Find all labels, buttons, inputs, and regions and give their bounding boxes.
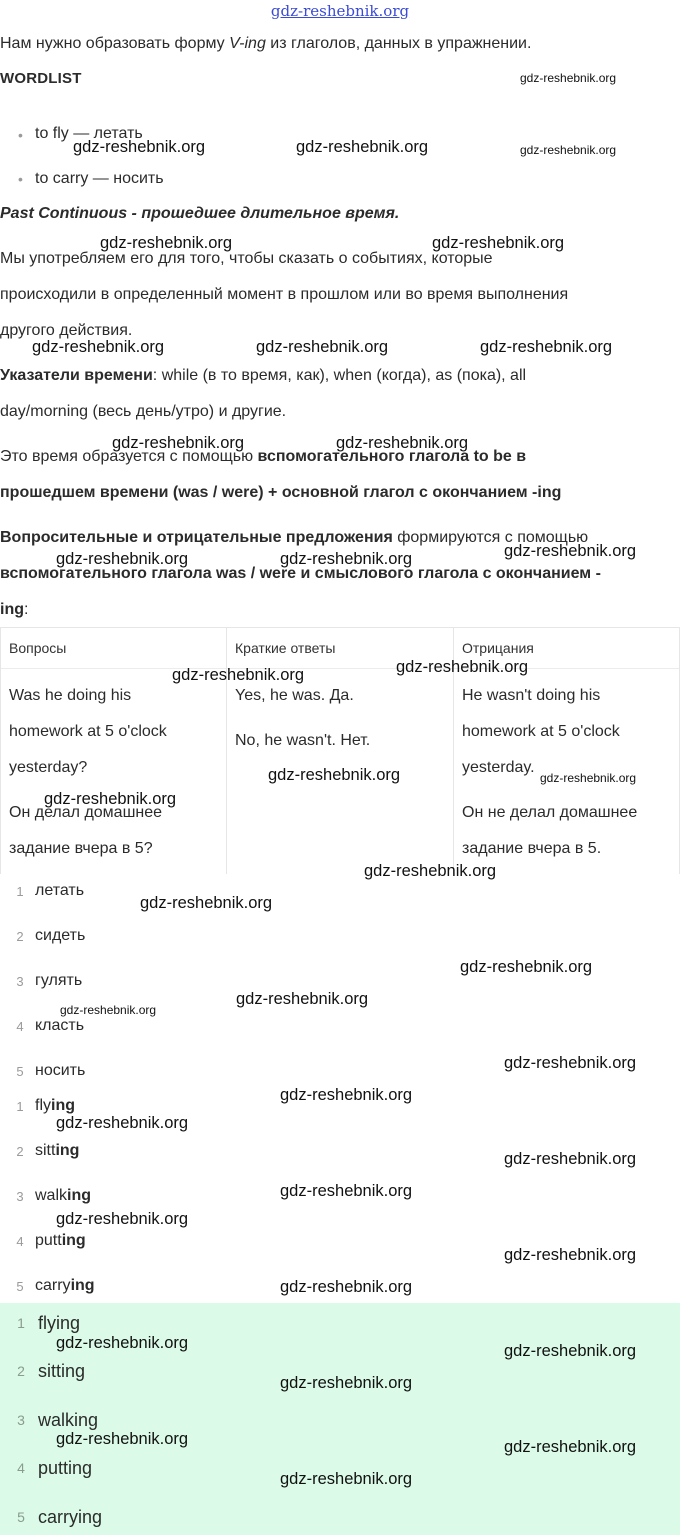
answer-number: 4: [17, 1460, 25, 1476]
markers-text: : while (в то время, как), when (когда), as (пока), all: [152, 367, 527, 384]
list-number: 2: [16, 1144, 24, 1159]
list-number: 3: [16, 1189, 24, 1204]
suffix: ing: [61, 1232, 86, 1249]
watermark: gdz-reshebnik.org: [280, 550, 413, 568]
grammar-table: [0, 627, 680, 874]
bullet-icon: •: [18, 171, 23, 187]
watermark: gdz-reshebnik.org: [280, 1374, 413, 1392]
markers-line: [0, 367, 526, 385]
table-cell: yesterday?: [9, 759, 88, 776]
stem: putt: [35, 1232, 62, 1249]
table-header-questions: Вопросы: [9, 640, 67, 656]
answer-item: walking: [38, 1410, 99, 1430]
suffix: ing: [55, 1142, 80, 1159]
list-item: носить: [35, 1062, 86, 1079]
wordlist-title: WORDLIST: [0, 70, 82, 87]
watermark: gdz-reshebnik.org: [56, 1334, 189, 1352]
list-number: 5: [16, 1064, 24, 1079]
watermark: gdz-reshebnik.org: [56, 1114, 189, 1132]
table-cell: He wasn't doing his: [462, 687, 601, 704]
questions-line: вспомогательного глагола was / were и смыслового глагола с окончанием -: [0, 565, 601, 582]
watermark: gdz-reshebnik.org: [268, 766, 401, 784]
suffix: ing: [70, 1277, 95, 1294]
table-cell: Он не делал домашнее: [462, 804, 638, 821]
answer-item: carrying: [38, 1507, 103, 1527]
list-item: [35, 1187, 91, 1205]
theory-title: Past Continuous - прошедшее длительное время.: [0, 205, 400, 222]
table-cell: задание вчера в 5?: [9, 840, 153, 857]
bullet-icon: •: [18, 127, 23, 143]
list-item: сидеть: [35, 927, 86, 944]
suffix: ing: [51, 1097, 75, 1114]
questions-plain: формируются с помощью: [392, 529, 589, 546]
list-number: 1: [16, 1099, 24, 1114]
stem: sitt: [35, 1142, 56, 1159]
questions-colon: :: [24, 601, 29, 618]
formation-plain: Это время образуется с помощью: [0, 448, 258, 465]
watermark: gdz-reshebnik.org: [56, 1430, 189, 1448]
questions-line: [0, 529, 588, 547]
questions-bold: Вопросительные и отрицательные предложения: [0, 529, 393, 546]
markers-line: day/morning (весь день/утро) и другие.: [0, 403, 287, 420]
list-number: 5: [16, 1279, 24, 1294]
wordlist-item: to fly — летать: [35, 125, 143, 142]
table-cell: No, he wasn't. Нет.: [235, 732, 371, 749]
watermark: gdz-reshebnik.org: [56, 550, 189, 568]
watermark: gdz-reshebnik.org: [540, 771, 637, 785]
watermark: gdz-reshebnik.org: [280, 1470, 413, 1488]
watermark: gdz-reshebnik.org: [60, 1003, 157, 1017]
answer-number: 3: [17, 1412, 25, 1428]
watermark: gdz-reshebnik.org: [172, 666, 305, 684]
table-cell: homework at 5 o'clock: [462, 723, 620, 740]
watermark: gdz-reshebnik.org: [32, 338, 165, 356]
list-number: 1: [16, 884, 24, 899]
wordlist-item: to carry — носить: [35, 170, 164, 187]
intro-post: из глаголов, данных в упражнении.: [265, 35, 532, 52]
watermark: gdz-reshebnik.org: [364, 862, 497, 880]
watermark: gdz-reshebnik.org: [236, 990, 369, 1008]
watermark: gdz-reshebnik.org: [396, 658, 529, 676]
answer-number: 2: [17, 1363, 25, 1379]
watermark: gdz-reshebnik.org: [296, 138, 429, 156]
watermark: gdz-reshebnik.org: [256, 338, 389, 356]
stem: walk: [35, 1187, 68, 1204]
answer-number: 1: [17, 1315, 25, 1331]
watermark: gdz-reshebnik.org: [520, 143, 617, 157]
list-item: летать: [35, 882, 85, 899]
watermark: gdz-reshebnik.org: [280, 1182, 413, 1200]
watermark: gdz-reshebnik.org: [460, 958, 593, 976]
answer-item: sitting: [38, 1361, 86, 1381]
table-cell: yesterday.: [462, 759, 535, 776]
table-cell: задание вчера в 5.: [462, 840, 602, 857]
list-item: [35, 1097, 75, 1115]
answer-item: flying: [38, 1313, 81, 1333]
watermark: gdz-reshebnik.org: [520, 71, 617, 85]
intro-pre: Нам нужно образовать форму: [0, 35, 230, 52]
usage-line: происходили в определенный момент в прошлом или во время выполнения: [0, 286, 569, 303]
watermark: gdz-reshebnik.org: [112, 434, 245, 452]
questions-line: [0, 601, 28, 619]
watermark: gdz-reshebnik.org: [504, 542, 637, 560]
watermark: gdz-reshebnik.org: [44, 790, 177, 808]
watermark: gdz-reshebnik.org: [504, 1054, 637, 1072]
list-number: 3: [16, 974, 24, 989]
watermark: gdz-reshebnik.org: [56, 1210, 189, 1228]
list-number: 4: [16, 1234, 24, 1249]
list-item: гулять: [35, 972, 83, 989]
table-header-short-answers: Краткие ответы: [235, 640, 336, 656]
markers-label: Указатели времени: [0, 367, 153, 384]
watermark: gdz-reshebnik.org: [504, 1246, 637, 1264]
table-header-row: [0, 628, 680, 669]
table-cell: Was he doing his: [9, 687, 132, 704]
list-number: 4: [16, 1019, 24, 1034]
watermark: gdz-reshebnik.org: [100, 234, 233, 252]
watermark: gdz-reshebnik.org: [504, 1438, 637, 1456]
stem: fly: [35, 1097, 51, 1114]
stem: carry: [35, 1277, 71, 1294]
usage-line: Мы употребляем его для того, чтобы сказать о событиях, которые: [0, 250, 493, 267]
answer-item: putting: [38, 1458, 93, 1478]
intro-text: [0, 35, 531, 53]
list-item: [35, 1277, 95, 1295]
list-item: [35, 1232, 86, 1250]
table-cell: Он делал домашнее: [9, 804, 163, 821]
questions-bold-ing: ing: [0, 601, 24, 618]
watermark: gdz-reshebnik.org: [140, 894, 273, 912]
watermark: gdz-reshebnik.org: [432, 234, 565, 252]
watermark: gdz-reshebnik.org: [280, 1278, 413, 1296]
answer-number: 5: [17, 1509, 25, 1525]
list-item: класть: [35, 1017, 85, 1034]
watermark: gdz-reshebnik.org: [336, 434, 469, 452]
intro-emphasis: V-ing: [229, 35, 266, 52]
table-cell: Yes, he was. Да.: [235, 687, 354, 704]
watermark: gdz-reshebnik.org: [480, 338, 613, 356]
watermark: gdz-reshebnik.org: [280, 1086, 413, 1104]
usage-line: другого действия.: [0, 322, 133, 339]
list-item: [35, 1142, 79, 1160]
site-header-link[interactable]: gdz-reshebnik.org: [270, 2, 410, 20]
formation-line: прошедшем времени (was / were) + основной глагол с окончанием -ing: [0, 484, 562, 501]
list-number: 2: [16, 929, 24, 944]
suffix: ing: [67, 1187, 92, 1204]
formation-bold: вспомогательного глагола to be в: [257, 448, 527, 465]
watermark: gdz-reshebnik.org: [504, 1150, 637, 1168]
watermark: gdz-reshebnik.org: [504, 1342, 637, 1360]
watermark: gdz-reshebnik.org: [73, 138, 206, 156]
table-cell: homework at 5 o'clock: [9, 723, 167, 740]
table-header-negatives: Отрицания: [462, 640, 534, 656]
